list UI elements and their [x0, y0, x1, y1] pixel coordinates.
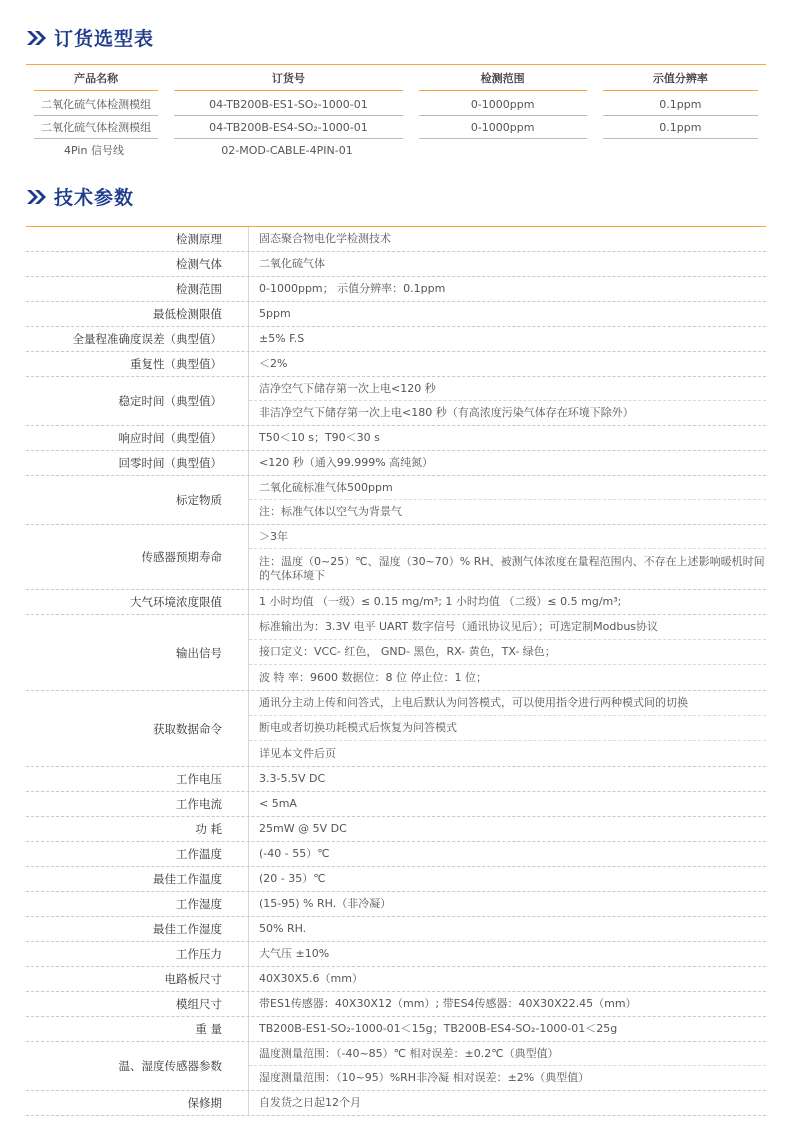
- order-cell-range: 0-1000ppm: [419, 94, 587, 116]
- spec-values: [248, 277, 766, 301]
- spec-values: [248, 917, 766, 941]
- spec-label: 重复性（典型值）: [130, 357, 222, 371]
- spec-row: [26, 615, 766, 691]
- spec-row: [26, 1091, 766, 1116]
- spec-value: 注：温度（0~25）℃、湿度（30~70）% RH、被测气体浓度在量程范围内、不存在上述影响暖机时间的气体环境下: [259, 555, 765, 582]
- spec-value: 0-1000ppm； 示值分辨率：0.1ppm: [259, 282, 446, 295]
- spec-value: 温度测量范围：（-40~85）℃ 相对误差：±0.2℃（典型值）: [249, 1042, 766, 1066]
- spec-value: 断电或者切换功耗模式后恢复为问答模式: [249, 716, 766, 741]
- order-cell-range: 0-1000ppm: [419, 117, 587, 139]
- spec-label: 重 量: [195, 1022, 222, 1036]
- spec-title: 技术参数: [54, 187, 135, 209]
- spec-values: [248, 590, 766, 614]
- spec-values: [248, 992, 766, 1016]
- spec-label: 电路板尺寸: [164, 972, 222, 986]
- spec-values: [248, 967, 766, 991]
- spec-value: 标准输出为：3.3V 电平 UART 数字信号（通讯协议见后）；可选定制Modbus协议: [249, 615, 766, 640]
- spec-row: [26, 967, 766, 992]
- spec-values: [248, 842, 766, 866]
- order-row: [26, 94, 766, 116]
- spec-value: 通讯分主动上传和问答式，上电后默认为问答模式，可以使用指令进行两种模式间的切换: [249, 691, 766, 716]
- spec-value: 非洁净空气下储存第一次上电<180 秒（有高浓度污染气体存在环境下除外）: [259, 406, 634, 419]
- order-cell-resolution: 0.1ppm: [603, 94, 758, 116]
- order-header-row: [26, 67, 766, 91]
- spec-row: [26, 327, 766, 352]
- spec-row: [26, 426, 766, 451]
- spec-value: ＞3年: [249, 525, 766, 549]
- order-cell-name: 二氧化硫气体检测模组: [34, 117, 158, 139]
- spec-row: [26, 817, 766, 842]
- order-cell-name: 二氧化硫气体检测模组: [34, 94, 158, 116]
- order-header-resolution: 示值分辨率: [603, 67, 758, 91]
- spec-value: 波 特 率：9600 数据位：8 位 停止位：1 位；: [259, 670, 487, 684]
- spec-value: <120 秒（通入99.999% 高纯氮）: [259, 456, 434, 469]
- double-chevron-icon: [26, 188, 48, 206]
- double-chevron-icon: [26, 29, 48, 47]
- spec-value: 5ppm: [259, 307, 291, 320]
- spec-row: [26, 992, 766, 1017]
- spec-values: [248, 377, 766, 425]
- spec-value: (15-95) % RH.（非冷凝）: [259, 897, 392, 910]
- spec-label: 回零时间（典型值）: [118, 456, 222, 470]
- spec-value: 自发货之日起12个月: [259, 1096, 361, 1109]
- spec-value: ±5% F.S: [259, 332, 305, 345]
- spec-values: [248, 302, 766, 326]
- spec-values: [248, 892, 766, 916]
- spec-label: 工作电压: [176, 772, 222, 786]
- spec-values: [248, 1017, 766, 1041]
- spec-row: [26, 1042, 766, 1091]
- spec-values: [248, 817, 766, 841]
- spec-value: 带ES1传感器：40X30X12（mm）; 带ES4传感器：40X30X22.45（mm）: [259, 997, 637, 1010]
- spec-label: 工作压力: [176, 947, 222, 961]
- spec-value: 40X30X5.6（mm）: [259, 972, 363, 985]
- spec-value: 3.3-5.5V DC: [259, 772, 326, 785]
- spec-values: [248, 327, 766, 351]
- spec-values: [248, 1091, 766, 1115]
- spec-value: T50＜10 s；T90＜30 s: [259, 431, 380, 444]
- order-cell-code: 04-TB200B-ES4-SO₂-1000-01: [174, 117, 402, 139]
- order-cell-name: 4Pin 信号线: [64, 144, 124, 157]
- spec-row: [26, 767, 766, 792]
- spec-row: [26, 227, 766, 252]
- spec-row: [26, 892, 766, 917]
- spec-value: 详见本文件后页: [259, 746, 336, 760]
- order-cell-resolution: [596, 140, 766, 162]
- spec-label: 温、湿度传感器参数: [118, 1059, 222, 1073]
- spec-values: [248, 227, 766, 251]
- spec-values: [248, 476, 766, 524]
- spec-row: [26, 377, 766, 426]
- spec-values: [248, 525, 766, 589]
- order-header-range: 检测范围: [419, 67, 587, 91]
- spec-value: 50% RH.: [259, 922, 307, 935]
- spec-label: 获取数据命令: [153, 721, 222, 736]
- spec-value: 二氧化硫气体: [259, 257, 325, 270]
- spec-label: 最低检测限值: [153, 307, 222, 321]
- spec-label: 工作湿度: [176, 897, 222, 911]
- spec-label: 标定物质: [176, 493, 222, 507]
- spec-label: 工作温度: [176, 847, 222, 861]
- spec-row: [26, 476, 766, 525]
- order-cell-code: 04-TB200B-ES1-SO₂-1000-01: [174, 94, 402, 116]
- spec-label: 响应时间（典型值）: [118, 431, 222, 445]
- spec-section-title: [26, 183, 134, 210]
- spec-table: [26, 227, 766, 1116]
- order-row: [26, 117, 766, 139]
- spec-label: 传感器预期寿命: [141, 550, 222, 564]
- spec-label: 大气环境浓度限值: [130, 595, 222, 609]
- order-cell-code: 02-MOD-CABLE-4PIN-01: [221, 144, 353, 157]
- spec-value: 大气压 ±10%: [259, 947, 330, 960]
- spec-value: (20 - 35）℃: [259, 872, 326, 885]
- spec-row: [26, 942, 766, 967]
- order-header-name: 产品名称: [34, 67, 158, 91]
- spec-values: [248, 792, 766, 816]
- spec-values: [248, 942, 766, 966]
- spec-row: [26, 1017, 766, 1042]
- order-top-rule: [26, 64, 766, 65]
- spec-value: < 5mA: [259, 797, 297, 810]
- spec-values: [248, 1042, 766, 1090]
- spec-value: (-40 - 55）℃: [259, 847, 330, 860]
- order-cell-resolution: 0.1ppm: [603, 117, 758, 139]
- spec-row: [26, 451, 766, 476]
- spec-values: [248, 451, 766, 475]
- spec-value: 洁净空气下储存第一次上电<120 秒: [249, 377, 766, 401]
- spec-values: [248, 352, 766, 376]
- spec-values: [248, 767, 766, 791]
- order-row: [26, 140, 766, 162]
- spec-label: 稳定时间（典型值）: [118, 394, 222, 408]
- spec-row: [26, 691, 766, 767]
- order-cell-range: [412, 140, 596, 162]
- spec-row: [26, 277, 766, 302]
- order-title: 订货选型表: [54, 28, 155, 50]
- spec-value: TB200B-ES1-SO₂-1000-01＜15g；TB200B-ES4-SO₂-1000-01＜25g: [259, 1022, 618, 1035]
- spec-label: 检测气体: [176, 257, 222, 271]
- spec-label: 输出信号: [176, 645, 222, 660]
- spec-values: [248, 691, 766, 766]
- spec-row: [26, 252, 766, 277]
- spec-values: [248, 252, 766, 276]
- spec-label: 工作电流: [176, 797, 222, 811]
- spec-label: 检测范围: [176, 282, 222, 296]
- spec-row: [26, 867, 766, 892]
- spec-row: [26, 590, 766, 615]
- spec-label: 功 耗: [195, 822, 222, 836]
- spec-values: [248, 615, 766, 690]
- spec-values: [248, 426, 766, 450]
- spec-row: [26, 302, 766, 327]
- spec-row: [26, 917, 766, 942]
- spec-value: 1 小时均值 （一级）≤ 0.15 mg/m³; 1 小时均值 （二级）≤ 0.5 mg/m³;: [259, 595, 622, 608]
- spec-values: [248, 867, 766, 891]
- spec-label: 最佳工作温度: [153, 872, 222, 886]
- spec-row: [26, 792, 766, 817]
- spec-label: 模组尺寸: [176, 997, 222, 1011]
- order-header-code: 订货号: [174, 67, 402, 91]
- spec-label: 全量程准确度误差（典型值）: [72, 332, 222, 346]
- spec-label: 保修期: [187, 1096, 222, 1110]
- spec-value: 固态聚合物电化学检测技术: [259, 232, 391, 245]
- order-section-title: [26, 24, 154, 51]
- spec-value: 湿度测量范围：（10~95）%RH非冷凝 相对误差：±2%（典型值）: [259, 1071, 590, 1084]
- spec-value: 25mW @ 5V DC: [259, 822, 347, 835]
- spec-row: [26, 842, 766, 867]
- spec-value: 二氧化硫标准气体500ppm: [249, 476, 766, 500]
- spec-value: ＜2%: [259, 357, 288, 370]
- spec-value: 接口定义：VCC- 红色， GND- 黑色，RX- 黄色，TX- 绿色；: [249, 640, 766, 665]
- spec-row: [26, 525, 766, 590]
- spec-label: 检测原理: [176, 232, 222, 246]
- spec-value: 注：标准气体以空气为背景气: [259, 505, 402, 518]
- spec-row: [26, 352, 766, 377]
- spec-label: 最佳工作湿度: [153, 922, 222, 936]
